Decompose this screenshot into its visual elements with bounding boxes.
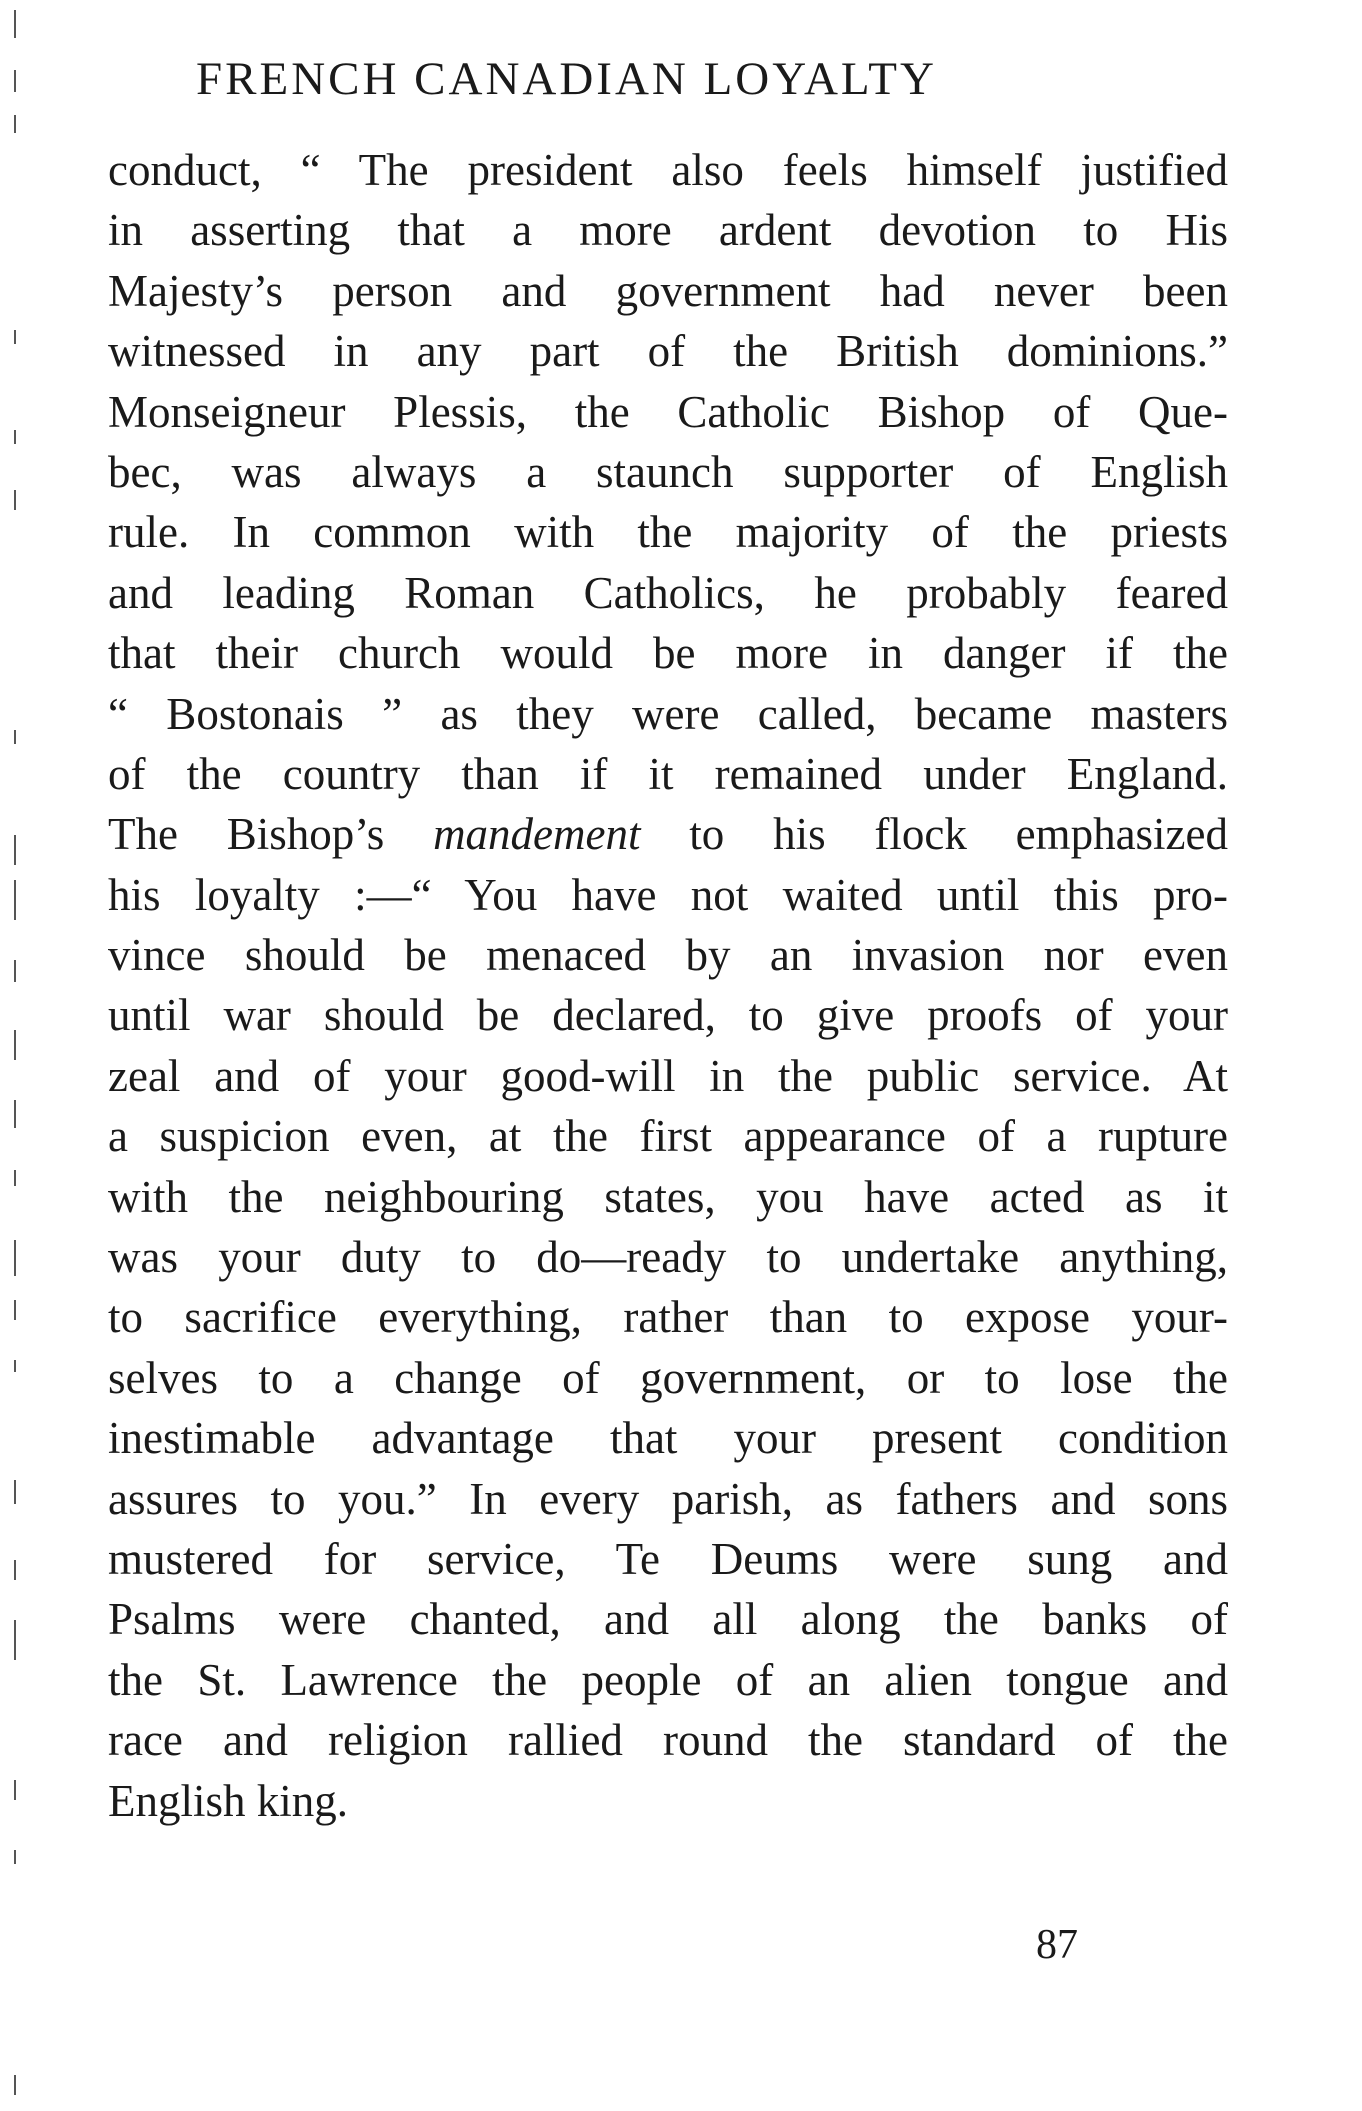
text-line: bec, was always a staunch supporter of English (108, 446, 1228, 497)
text-line: assures to you.” In every parish, as fathers and sons (108, 1473, 1228, 1524)
text-line: that their church would be more in danger if the (108, 628, 1228, 679)
gutter-scan-marks (14, 0, 34, 2111)
text-line: rule. In common with the majority of the priests (108, 507, 1228, 558)
body-text (108, 140, 1228, 1831)
text-line: his loyalty :—“ You have not waited until this pro- (108, 869, 1228, 920)
text-line: a suspicion even, at the first appearance of a rupture (108, 1111, 1228, 1162)
text-line: until war should be declared, to give proofs of your (108, 990, 1228, 1041)
italic-term: mandement (433, 809, 641, 860)
text-line (108, 804, 1228, 864)
text-line: race and religion rallied round the standard of the (108, 1715, 1228, 1766)
text-line: in asserting that a more ardent devotion to His (108, 205, 1228, 256)
text-line: Psalms were chanted, and all along the banks of (108, 1594, 1228, 1645)
text-line: and leading Roman Catholics, he probably feared (108, 567, 1228, 618)
page-number: 87 (1036, 1922, 1078, 1968)
text-line: with the neighbouring states, you have acted as it (108, 1171, 1228, 1222)
text-line: zeal and of your good-will in the public service. At (108, 1050, 1228, 1101)
running-head: FRENCH CANADIAN LOYALTY (196, 53, 937, 105)
text-line: was your duty to do—ready to undertake anything, (108, 1232, 1228, 1283)
text-line: conduct, “ The president also feels himself justified (108, 145, 1228, 195)
text-line: Monseigneur Plessis, the Catholic Bishop of Que- (108, 386, 1228, 437)
text-line: selves to a change of government, or to lose the (108, 1352, 1228, 1403)
text-run: The Bishop’s (108, 809, 434, 860)
text-line: Majesty’s person and government had never been (108, 265, 1228, 316)
text-line: mustered for service, Te Deums were sung and (108, 1533, 1228, 1584)
text-line: “ Bostonais ” as they were called, became masters (108, 688, 1228, 739)
text-line: witnessed in any part of the British dominions.” (108, 326, 1228, 377)
text-line: the St. Lawrence the people of an alien tongue and (108, 1654, 1228, 1705)
text-line: vince should be menaced by an invasion nor even (108, 930, 1228, 981)
text-run: to his flock emphasized (640, 809, 1228, 860)
text-line: inestimable advantage that your present condition (108, 1413, 1228, 1464)
text-line: of the country than if it remained under England. (108, 748, 1228, 799)
text-line: English king. (108, 1775, 349, 1826)
text-line: to sacrifice everything, rather than to expose your- (108, 1292, 1228, 1343)
